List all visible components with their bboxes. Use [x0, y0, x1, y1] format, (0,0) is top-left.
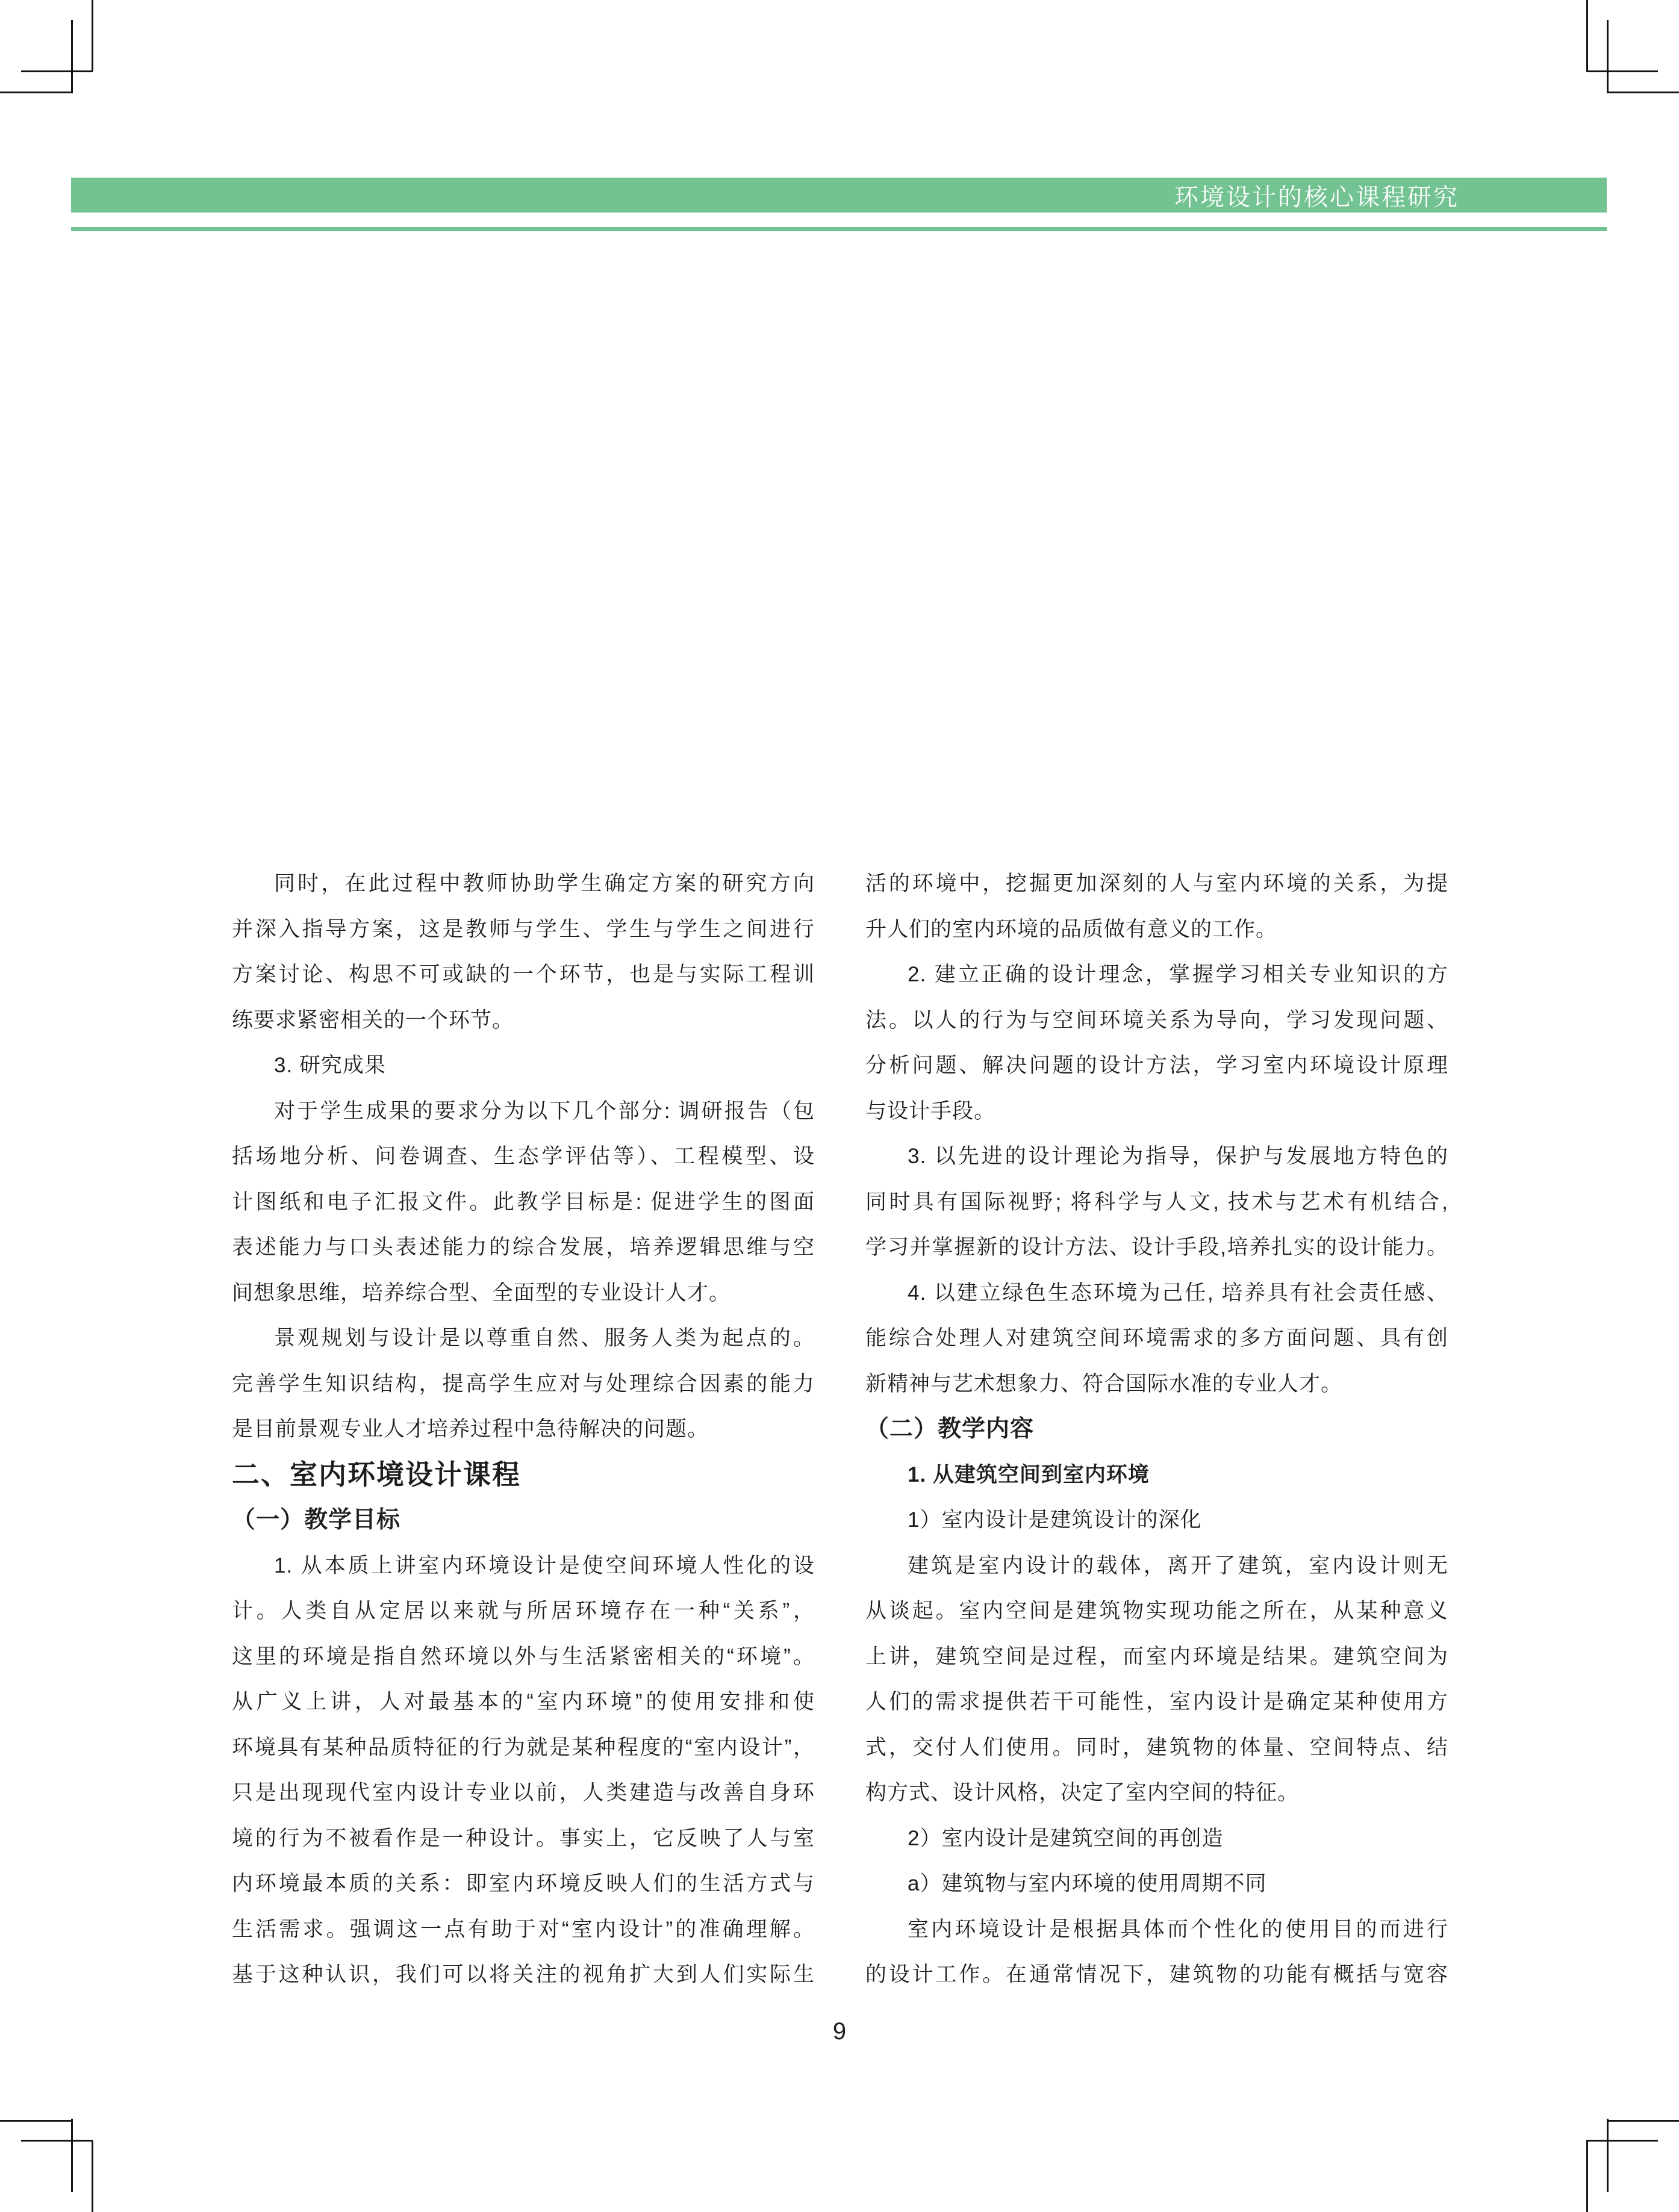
body-line: 从谈起。室内空间是建筑物实现功能之所在，从某种意义 [865, 1599, 1448, 1623]
body-line: 间想象思维，培养综合型、全面型的专业设计人才。 [232, 1281, 731, 1305]
body-line: 完善学生知识结构，提高学生应对与处理综合因素的能力 [232, 1372, 815, 1396]
body-line: 同时，在此过程中教师协助学生确定方案的研究方向 [274, 872, 815, 895]
crop-mark-line [1586, 70, 1658, 72]
body-line: 环境具有某种品质特征的行为就是某种程度的“室内设计”， [232, 1735, 815, 1759]
crop-mark-line [71, 20, 73, 93]
body-line: 升人们的室内环境的品质做有意义的工作。 [865, 917, 1278, 941]
body-line: 表述能力与口头表述能力的综合发展，培养逻辑思维与空 [232, 1235, 815, 1259]
crop-mark-line [92, 0, 93, 71]
crop-mark-line [71, 2119, 73, 2192]
crop-mark-line [92, 2141, 93, 2212]
body-line: 并深入指导方案，这是教师与学生、学生与学生之间进行 [232, 917, 815, 941]
body-line: 人们的需求提供若干可能性，室内设计是确定某种使用方 [865, 1690, 1448, 1713]
body-line: 1. 从本质上讲室内环境设计是使空间环境人性化的设 [274, 1553, 815, 1577]
section-heading-indoor-design-course: 二、室内环境设计课程 [232, 1458, 521, 1490]
body-line: 基于这种认识，我们可以将关注的视角扩大到人们实际生 [232, 1963, 815, 1986]
body-line: 括场地分析、问卷调查、生态学评估等）、工程模型、设 [232, 1145, 815, 1168]
crop-mark-line [1607, 20, 1609, 93]
body-line: 学习并掌握新的设计方法、设计手段,培养扎实的设计能力。 [865, 1235, 1448, 1259]
running-head-bar [71, 178, 1607, 213]
crop-mark-line [0, 2120, 71, 2122]
body-line: 对于学生成果的要求分为以下几个部分: 调研报告（包 [274, 1099, 815, 1123]
body-line: 构方式、设计风格，决定了室内空间的特征。 [865, 1781, 1300, 1804]
page-number: 9 [832, 2018, 847, 2045]
crop-mark-line [1607, 2119, 1609, 2192]
body-line: 境的行为不被看作是一种设计。事实上，它反映了人与室 [232, 1826, 815, 1850]
crop-mark-line [1586, 0, 1588, 71]
list-item-heading: 2）室内设计是建筑空间的再创造 [908, 1826, 1224, 1850]
running-head-rule [71, 227, 1607, 231]
body-line: 上讲，建筑空间是过程，而室内环境是结果。建筑空间为 [865, 1644, 1448, 1668]
body-line: 内环境最本质的关系：即室内环境反映人们的生活方式与 [232, 1872, 815, 1895]
body-line: 活的环境中，挖掘更加深刻的人与室内环境的关系，为提 [865, 872, 1448, 895]
body-line: 从广义上讲，人对最基本的“室内环境”的使用安排和使 [232, 1690, 815, 1713]
body-line: 与设计手段。 [865, 1099, 996, 1123]
body-line: 这里的环境是指自然环境以外与生活紧密相关的“环境”。 [232, 1644, 815, 1668]
body-line: 练要求紧密相关的一个环节。 [232, 1008, 514, 1032]
crop-mark-line [0, 92, 71, 93]
subsection-heading-teaching-goals: （一）教学目标 [232, 1507, 401, 1533]
body-line: 同时具有国际视野; 将科学与人文, 技术与艺术有机结合, [865, 1190, 1448, 1214]
body-line: 方案讨论、构思不可或缺的一个环节，也是与实际工程训 [232, 963, 815, 986]
list-item-heading: a）建筑物与室内环境的使用周期不同 [908, 1872, 1267, 1895]
crop-mark-line [1586, 2141, 1588, 2212]
running-head-title: 环境设计的核心课程研究 [1174, 184, 1459, 211]
crop-mark-line [1586, 2140, 1658, 2142]
crop-mark-line [1608, 92, 1679, 93]
body-line: 新精神与艺术想象力、符合国际水准的专业人才。 [865, 1372, 1343, 1396]
crop-mark-line [21, 2140, 93, 2142]
list-item-heading: 1. 从建筑空间到室内环境 [908, 1462, 1150, 1487]
body-line: 计图纸和电子汇报文件。此教学目标是: 促进学生的图面 [232, 1190, 815, 1214]
subsection-heading-teaching-content: （二）教学内容 [865, 1416, 1035, 1442]
body-line: 只是出现现代室内设计专业以前，人类建造与改善自身环 [232, 1781, 815, 1804]
body-line: 景观规划与设计是以尊重自然、服务人类为起点的。 [274, 1326, 815, 1350]
body-line: 生活需求。强调这一点有助于对“室内设计”的准确理解。 [232, 1917, 815, 1941]
body-line: 式，交付人们使用。同时，建筑物的体量、空间特点、结 [865, 1735, 1448, 1759]
body-line: 能综合处理人对建筑空间环境需求的多方面问题、具有创 [865, 1326, 1448, 1350]
body-line: 3. 以先进的设计理论为指导，保护与发展地方特色的 [908, 1145, 1448, 1168]
body-line: 室内环境设计是根据具体而个性化的使用目的而进行 [908, 1917, 1448, 1941]
body-line: 4. 以建立绿色生态环境为己任, 培养具有社会责任感、 [908, 1281, 1448, 1305]
body-line: 法。以人的行为与空间环境关系为导向，学习发现问题、 [865, 1008, 1448, 1032]
body-line: 是目前景观专业人才培养过程中急待解决的问题。 [232, 1417, 709, 1441]
list-item-heading: 3. 研究成果 [274, 1054, 386, 1077]
text-column-left [232, 861, 815, 1998]
crop-mark-line [21, 70, 93, 72]
body-line: 计。人类自从定居以来就与所居环境存在一种“关系”， [232, 1599, 815, 1623]
text-column-right [865, 861, 1448, 1998]
body-line: 分析问题、解决问题的设计方法，学习室内环境设计原理 [865, 1054, 1448, 1077]
list-item-heading: 1）室内设计是建筑设计的深化 [908, 1508, 1202, 1532]
crop-mark-line [1608, 2120, 1679, 2122]
body-line: 的设计工作。在通常情况下，建筑物的功能有概括与宽容 [865, 1963, 1448, 1986]
body-line: 建筑是室内设计的载体，离开了建筑，室内设计则无 [908, 1553, 1448, 1577]
body-line: 2. 建立正确的设计理念，掌握学习相关专业知识的方 [908, 963, 1448, 986]
